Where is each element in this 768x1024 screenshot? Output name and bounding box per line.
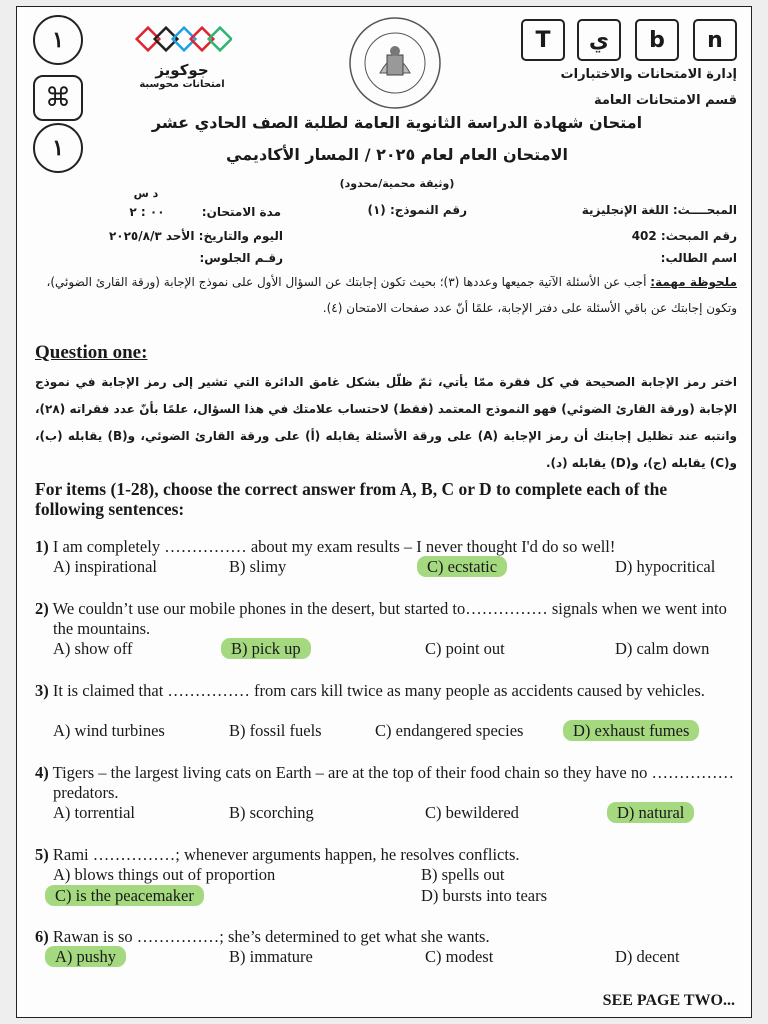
brand-logo — [127, 25, 237, 90]
answer-highlight: C) ecstatic — [417, 556, 507, 577]
item-number: 4) — [35, 763, 49, 782]
day-date: اليوم والتاريخ: الأحد ٢٠٢٥/٨/٣ — [108, 229, 283, 243]
brand-tagline: امتحانات محوسبة — [139, 79, 225, 90]
option-a[interactable]: A) torrential — [53, 803, 136, 822]
question-item-2 — [35, 599, 739, 639]
option-b-selected[interactable] — [229, 639, 311, 659]
duration-label: مدة الامتحان: — [201, 205, 281, 219]
student-name-label: اسم الطالب: — [660, 251, 737, 265]
option-d[interactable]: D) bursts into tears — [421, 886, 548, 905]
instructions-arabic: اختر رمز الإجابة الصحيحة في كل فقرة ممّا يأتي، ثمّ ظلّل بشكل غامق الدائرة التي تشير إلى رمز الإجابة في نموذج الإجابة (ورقة القارئ الضوئي) فهو النموذج المعتمد (فقط) لاحتساب علامتك في هذا السؤال، علمًا بأنّ عدد فقراته (٢٨)، وانتبه عند تظليل إجابتك أن رمز الإجابة (A) على ورقة الأسئلة يقابله (أ) على ورقة القارئ الضوئي، و(B) يقابله (ب)، و(C) يقابله (ج)، و(D) يقابله (د). — [35, 375, 737, 470]
subject-field: المبحــــث: اللغة الإنجليزية — [581, 203, 737, 217]
item-text: I am completely …………… about my exam results – I never thought I'd do so well! — [52, 537, 616, 556]
option-a-selected[interactable] — [53, 947, 126, 967]
exam-title-line1: امتحان شهادة الدراسة الثانوية العامة لطلبة الصف الحادي عشر — [151, 113, 643, 132]
item-text: Rawan is so ……………; she’s determined to get what she wants. — [52, 927, 490, 946]
option-a[interactable]: A) blows things out of proportion — [53, 865, 276, 884]
option-d-selected[interactable] — [571, 721, 699, 741]
option-a[interactable]: A) show off — [53, 639, 133, 658]
code-box-4: n — [693, 19, 737, 61]
department-line2: قسم الامتحانات العامة — [593, 93, 737, 108]
code-box-3: b — [635, 19, 679, 61]
option-b[interactable]: B) scorching — [229, 803, 314, 822]
question-item-1 — [35, 537, 739, 557]
item-number: 1) — [35, 537, 49, 556]
page-number-circle-top: ١ — [33, 15, 83, 65]
option-d[interactable]: D) calm down — [615, 639, 710, 658]
option-c-selected[interactable] — [53, 886, 204, 906]
question-item-6 — [35, 927, 739, 947]
question-one-heading: Question one: — [35, 342, 148, 363]
see-page-two-footer: SEE PAGE TWO... — [602, 992, 735, 1009]
option-c[interactable]: C) endangered species — [375, 721, 524, 740]
answer-highlight: C) is the peacemaker — [45, 885, 204, 906]
answer-highlight: A) pushy — [45, 946, 126, 967]
option-c-selected[interactable] — [425, 557, 507, 577]
option-d[interactable]: D) decent — [615, 947, 680, 966]
code-box-2: ي — [577, 19, 621, 61]
item-number: 2) — [35, 599, 49, 618]
option-b[interactable]: B) spells out — [421, 865, 505, 884]
answer-highlight: D) exhaust fumes — [563, 720, 699, 741]
important-note — [35, 269, 737, 321]
code-box-1: T — [521, 19, 565, 61]
answer-highlight: D) natural — [607, 802, 694, 823]
note-text: أجب عن الأسئلة الآتية جميعها وعددها (٣)؛ بحيث تكون إجابتك عن السؤال الأول على نموذج الإجابة (ورقة القارئ الضوئي)، وتكون إجابتك عن باقي الأسئلة على دفتر الإجابة، علمًا أنّ عدد صفحات الامتحان (٤). — [46, 275, 737, 315]
option-c[interactable]: C) bewildered — [425, 803, 519, 822]
item-number: 6) — [35, 927, 49, 946]
option-a[interactable]: A) inspirational — [53, 557, 158, 576]
option-b[interactable]: B) slimy — [229, 557, 287, 576]
department-line1: إدارة الامتحانات والاختبارات — [560, 67, 737, 82]
item-text: Tigers – the largest living cats on Earth – are at the top of their food chain so they have no …………… predators. — [52, 763, 734, 802]
option-c[interactable]: C) point out — [425, 639, 505, 658]
exam-page — [16, 6, 752, 1018]
seat-number-label: رقـم الجلوس: — [199, 251, 283, 265]
question-item-5 — [35, 845, 739, 865]
option-c[interactable]: C) modest — [425, 947, 494, 966]
option-a[interactable]: A) wind turbines — [53, 721, 165, 740]
question-item-4 — [35, 763, 739, 803]
page-number-circle-bottom: ١ — [33, 123, 83, 173]
question-item-3 — [35, 681, 739, 701]
brand-name: جوكويز — [155, 61, 209, 79]
exam-title-line2: الامتحان العام لعام ٢٠٢٥ / المسار الأكاديمي — [226, 145, 568, 164]
duration-value: ٠٠ : ٢ — [129, 205, 165, 219]
item-number: 3) — [35, 681, 49, 700]
subject-code: رقم المبحث: 402 — [631, 229, 737, 243]
option-d[interactable]: D) hypocritical — [615, 557, 716, 576]
option-b[interactable]: B) fossil fuels — [229, 721, 322, 740]
item-text: It is claimed that …………… from cars kill twice as many people as accidents caused by vehicles. — [52, 681, 705, 700]
document-classification: (وثيقة محمية/محدود) — [339, 177, 455, 190]
command-symbol-box: ⌘ — [33, 75, 83, 121]
rings-logo-icon — [132, 25, 232, 59]
option-b[interactable]: B) immature — [229, 947, 313, 966]
item-text: Rami ……………; whenever arguments happen, he resolves conflicts. — [52, 845, 520, 864]
answer-highlight: B) pick up — [221, 638, 311, 659]
ministry-seal-icon — [347, 15, 443, 111]
item-number: 5) — [35, 845, 49, 864]
instructions-english: For items (1-28), choose the correct answer from A, B, C or D to complete each of the following sentences: — [35, 479, 668, 519]
duration-units: د س — [133, 187, 159, 200]
note-label: ملحوظة مهمة: — [650, 275, 737, 289]
item-text: We couldn’t use our mobile phones in the desert, but started to…………… signals when we went into the mountains. — [52, 599, 727, 638]
option-d-selected[interactable] — [615, 803, 694, 823]
model-number: رقم النموذج: (١) — [367, 203, 467, 217]
